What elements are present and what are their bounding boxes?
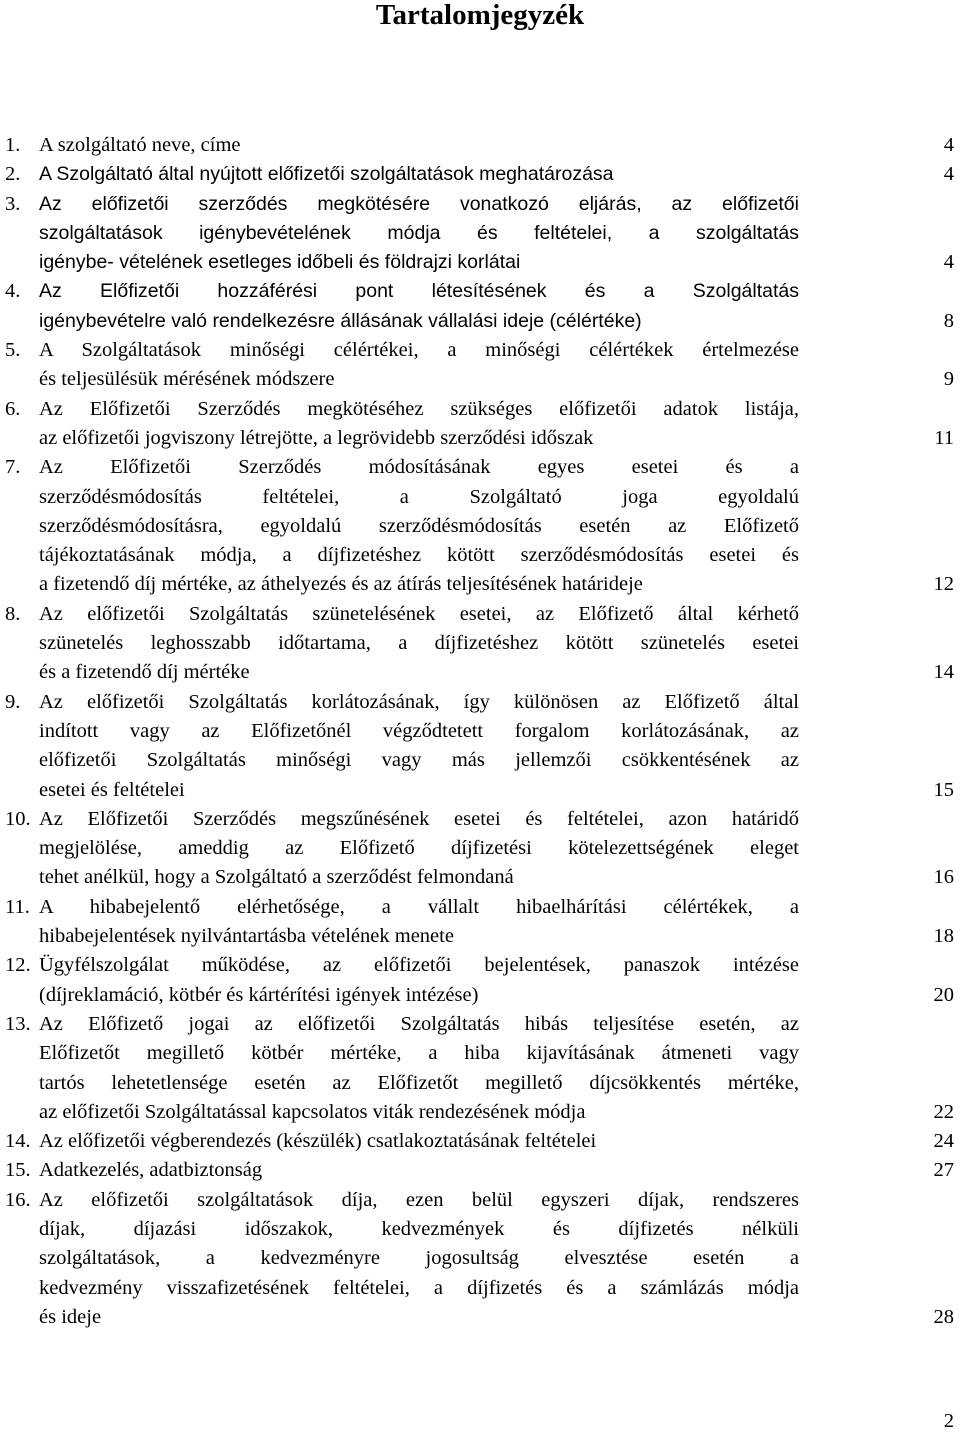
toc-entry-line: és ideje <box>39 1305 102 1328</box>
toc-entry-title <box>39 453 799 599</box>
toc-entry-line: Az Előfizetői hozzáférési pont létesítésének és a Szolgáltatás <box>39 280 799 303</box>
toc-entry-line: díjak, díjazási időszakok, kedvezmények és díjfizetés nélküli <box>39 1217 799 1240</box>
toc-entry-title <box>39 688 799 805</box>
toc-entry-line: és teljesülésük mérésének módszere <box>39 368 335 391</box>
toc-entry-line: Az Előfizetői Szerződés megszűnésének esetei és feltételei, azon határidő <box>39 807 799 830</box>
toc-entry-number: 1. <box>5 134 21 156</box>
toc-entry-number: 3. <box>5 192 21 215</box>
toc-entry-line: igénybevételre való rendelkezésre állásának vállalási ideje (célértéke) <box>39 309 642 332</box>
toc-entry-page: 12 <box>933 573 954 596</box>
toc-entry-page: 4 <box>943 134 954 156</box>
toc-entry-number: 2. <box>5 163 21 186</box>
toc-entry-title <box>39 1156 799 1185</box>
page-number: 2 <box>943 1410 954 1432</box>
toc-entry-page: 4 <box>943 251 954 274</box>
toc-entry-line: Az előfizetői szolgáltatások díja, ezen belül egyszeri díjak, rendszeres <box>39 1188 799 1211</box>
toc-entry-title <box>39 805 799 893</box>
toc-entry-title <box>39 395 799 454</box>
toc-entry-title <box>39 131 799 160</box>
toc-entry <box>0 805 960 893</box>
toc-entry-line: indított vagy az Előfizetőnél végződtetett forgalom korlátozásának, az <box>39 719 799 742</box>
toc-entry-title <box>39 1127 799 1156</box>
toc-entry <box>0 336 960 395</box>
toc-entry-line: szünetelés leghosszabb időtartama, a díjfizetéshez kötött szünetelés esetei <box>39 632 799 655</box>
toc-entry-page: 20 <box>933 983 954 1006</box>
toc-entry-number: 12. <box>5 954 31 977</box>
toc-entry-title <box>39 277 799 336</box>
toc-entry-number: 4. <box>5 280 21 303</box>
toc-entry-page: 16 <box>933 866 954 889</box>
toc-entry-number: 10. <box>5 807 31 830</box>
toc-entry <box>0 395 960 454</box>
toc-entry-number: 16. <box>5 1188 31 1211</box>
toc-entry-number: 15. <box>5 1159 31 1182</box>
toc-entry-number: 7. <box>5 456 21 479</box>
toc-entry-line: szerződésmódosítás feltételei, a Szolgáltató joga egyoldalú <box>39 485 799 508</box>
toc-entry-number: 6. <box>5 397 21 420</box>
toc-entry-page: 27 <box>933 1159 954 1182</box>
toc-entry-page: 11 <box>934 426 954 449</box>
toc-entry-line: tehet anélkül, hogy a Szolgáltató a szerződést felmondaná <box>39 866 514 889</box>
toc-entry-line: igénybe- vételének esetleges időbeli és földrajzi korlátai <box>39 251 521 274</box>
toc-entry-page: 15 <box>933 778 954 801</box>
toc-entry-number: 5. <box>5 339 21 362</box>
toc-entry <box>0 1186 960 1332</box>
toc-entry-number: 11. <box>5 895 30 918</box>
toc-entry-title <box>39 893 799 952</box>
toc-entry-line: Az előfizetői Szolgáltatás szünetelésének esetei, az Előfizető által kérhető <box>39 602 799 625</box>
toc-entry <box>0 600 960 688</box>
toc-entry-line: az előfizetői Szolgáltatással kapcsolatos viták rendezésének módja <box>39 1100 586 1123</box>
toc-entry-line: A Szolgáltatások minőségi célértékei, a minőségi célértékek értelmezése <box>39 339 799 362</box>
toc-entry-page: 18 <box>933 925 954 948</box>
toc-entry-line: szolgáltatások, a kedvezményre jogosultság elvesztése esetén a <box>39 1247 799 1270</box>
toc-entry-page: 9 <box>943 368 954 391</box>
toc-entry-page: 4 <box>943 163 954 186</box>
toc-entry-number: 8. <box>5 602 21 625</box>
toc-entry-number: 9. <box>5 690 21 713</box>
toc-entry-line: Az előfizetői Szolgáltatás korlátozásának, így különösen az Előfizető által <box>39 690 799 713</box>
toc-entry-title <box>39 190 799 278</box>
toc-entry-line: Az előfizetői szerződés megkötésére vonatkozó eljárás, az előfizetői <box>39 192 799 215</box>
toc-entry-line: A Szolgáltató által nyújtott előfizetői szolgáltatások meghatározása <box>39 163 614 186</box>
toc-entry-title <box>39 600 799 688</box>
toc-entry-page: 14 <box>933 661 954 684</box>
toc-entry-line: megjelölése, ameddig az Előfizető díjfizetési kötelezettségének eleget <box>39 837 799 860</box>
toc-entry-line: Az Előfizető jogai az előfizetői Szolgáltatás hibás teljesítése esetén, az <box>39 1012 799 1035</box>
toc-entry-line: tartós lehetetlensége esetén az Előfizetőt megillető díjcsökkentés mértéke, <box>39 1071 799 1094</box>
toc-entry-number: 13. <box>5 1012 31 1035</box>
toc-entry <box>0 688 960 805</box>
toc-entry <box>0 131 960 160</box>
toc-entry-page: 24 <box>933 1130 954 1153</box>
toc-entry-line: szolgáltatások igénybevételének módja és feltételei, a szolgáltatás <box>39 221 799 244</box>
toc-entry <box>0 160 960 189</box>
toc-entry <box>0 277 960 336</box>
toc-entry-line: (díjreklamáció, kötbér és kártérítési igények intézése) <box>39 983 479 1006</box>
toc-entry-line: A szolgáltató neve, címe <box>39 134 241 156</box>
toc-entry <box>0 1156 960 1185</box>
toc-entry <box>0 1127 960 1156</box>
toc-entry-line: előfizetői Szolgáltatás minőségi vagy más jellemzői csökkentésének az <box>39 749 799 772</box>
toc-entry-line: A hibabejelentő elérhetősége, a vállalt hibaelhárítási célértékek, a <box>39 895 799 918</box>
toc-entry-line: Ügyfélszolgálat működése, az előfizetői bejelentések, panaszok intézése <box>39 954 799 977</box>
toc-entry-page: 22 <box>933 1100 954 1123</box>
toc-entry-title <box>39 160 799 189</box>
toc-entry <box>0 951 960 1010</box>
toc-entry-number: 14. <box>5 1130 31 1153</box>
toc-entry-title <box>39 1186 799 1332</box>
toc-entry-page: 28 <box>933 1305 954 1328</box>
toc-entry-line: Adatkezelés, adatbiztonság <box>39 1159 263 1182</box>
toc-entry-line: a fizetendő díj mértéke, az áthelyezés és az átírás teljesítésének határideje <box>39 573 643 596</box>
toc-entry <box>0 893 960 952</box>
toc-entry-line: Az előfizetői végberendezés (készülék) csatlakoztatásának feltételei <box>39 1130 597 1153</box>
toc-entry-title <box>39 336 799 395</box>
toc-entry-line: esetei és feltételei <box>39 778 185 801</box>
toc-entry-line: Előfizetőt megillető kötbér mértéke, a hiba kijavításának átmeneti vagy <box>39 1042 799 1065</box>
toc-entry <box>0 190 960 278</box>
toc-entry <box>0 1010 960 1127</box>
toc-entry-line: az előfizetői jogviszony létrejötte, a legrövidebb szerződési időszak <box>39 426 594 449</box>
toc-entry-line: Az Előfizetői Szerződés módosításának egyes esetei és a <box>39 456 799 479</box>
toc-entry-line: kedvezmény visszafizetésének feltételei, a díjfizetés és a számlázás módja <box>39 1276 799 1299</box>
toc-entry <box>0 453 960 599</box>
toc-entry-title <box>39 951 799 1010</box>
toc-entry-line: hibabejelentések nyilvántartásba vételének menete <box>39 925 454 948</box>
toc-entry-line: tájékoztatásának módja, a díjfizetéshez kötött szerződésmódosítás esetei és <box>39 544 799 567</box>
toc-entry-page: 8 <box>943 309 954 332</box>
table-of-contents <box>0 131 960 1332</box>
toc-entry-line: szerződésmódosításra, egyoldalú szerződésmódosítás esetén az Előfizető <box>39 514 799 537</box>
toc-entry-line: és a fizetendő díj mértéke <box>39 661 250 684</box>
page-title: Tartalomjegyzék <box>375 0 585 31</box>
toc-entry-line: Az Előfizetői Szerződés megkötéséhez szükséges előfizetői adatok listája, <box>39 397 799 420</box>
toc-entry-title <box>39 1010 799 1127</box>
